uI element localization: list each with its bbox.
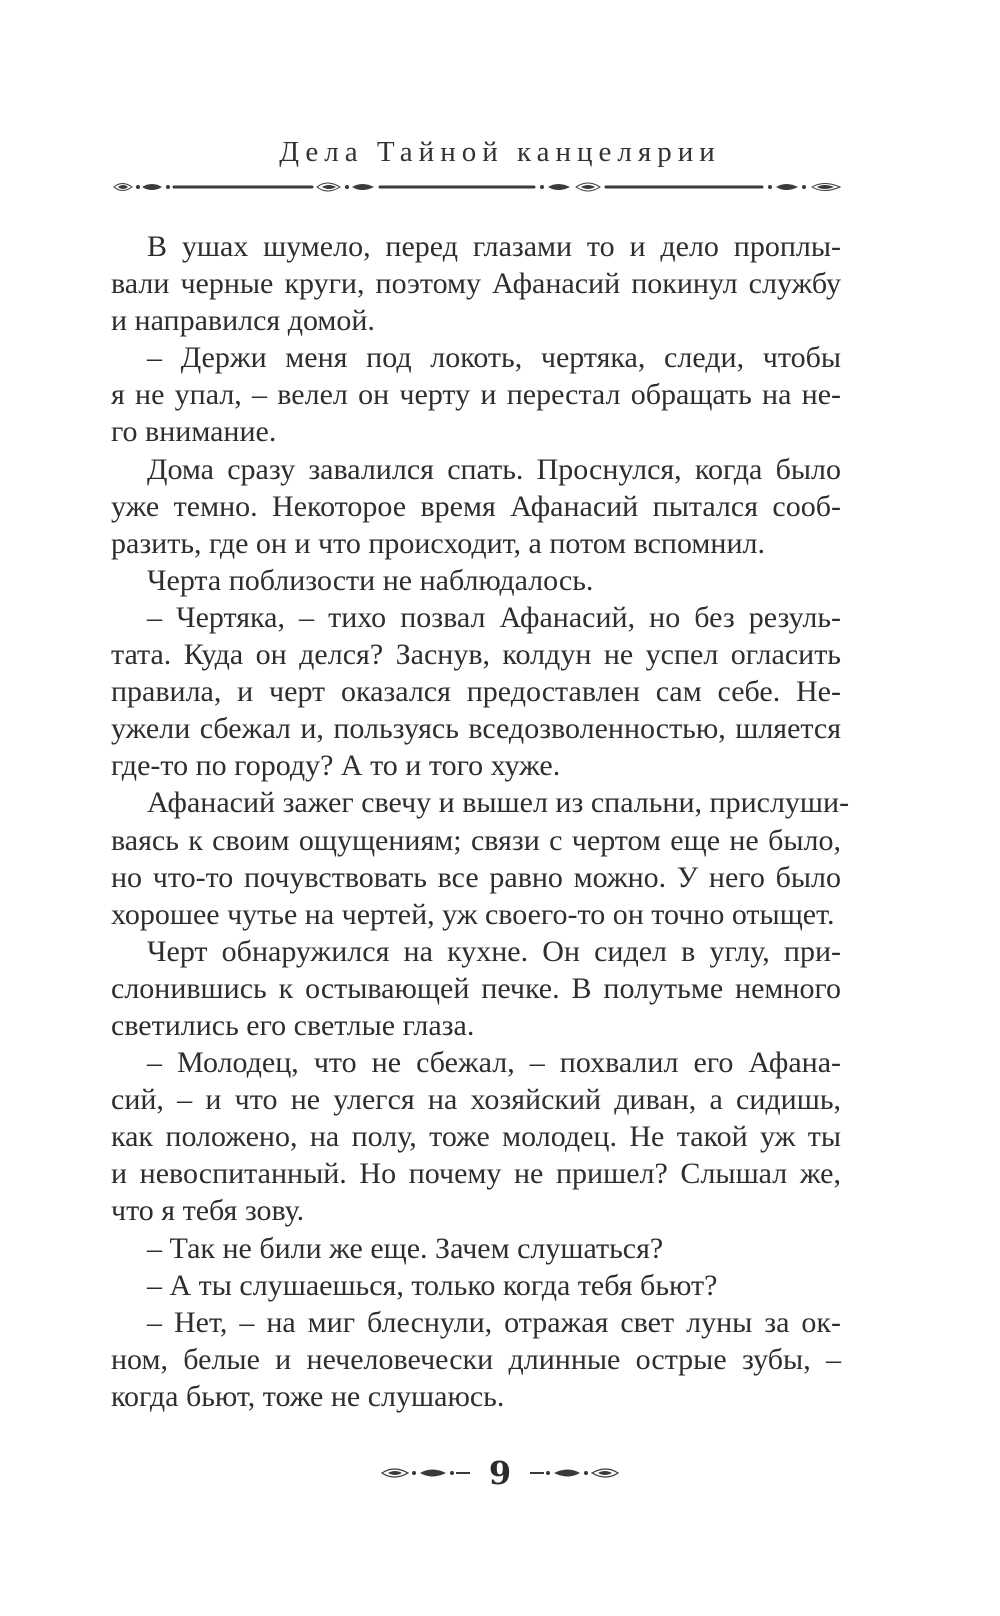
paragraph — [111, 1304, 841, 1415]
running-head: Дела Тайной канцелярии — [279, 136, 721, 168]
text-line: Афанасий зажег свечу и вышел из спальни, прислуши- — [147, 786, 850, 820]
folio-ornament-right-icon — [528, 1464, 620, 1482]
paragraph — [111, 1044, 841, 1229]
text-line: я не упал, – велел он черту и перестал обращать на не- — [111, 378, 841, 412]
text-line: – А ты слушаешься, только когда тебя бьют? — [147, 1268, 718, 1302]
text-line: – Так не били же еще. Зачем слушаться? — [147, 1231, 664, 1265]
paragraph — [111, 228, 841, 339]
text-line: правила, и черт оказался предоставлен сам себе. Не- — [111, 675, 841, 709]
text-line: уже темно. Некоторое время Афанасий пытался сооб- — [111, 489, 841, 523]
text-line: когда бьют, тоже не слушаюсь. — [111, 1379, 505, 1413]
text-line: ном, белые и нечеловечески длинные острые зубы, – — [111, 1342, 841, 1376]
text-line: где-то по городу? А то и того хуже. — [111, 749, 561, 783]
text-line: Черта поблизости не наблюдалось. — [147, 563, 594, 597]
page-number: 9 — [488, 1454, 512, 1492]
text-line: разить, где он и что происходит, а потом вспомнил. — [111, 526, 765, 560]
paragraph — [111, 1230, 841, 1267]
text-line: и направился домой. — [111, 304, 375, 338]
text-line: слонившись к остывающей печке. В полутьме немного — [111, 971, 841, 1005]
text-line: – Держи меня под локоть, чертяка, следи, чтобы — [147, 341, 841, 375]
text-line: как положено, на полу, тоже молодец. Не такой уж ты — [111, 1120, 841, 1154]
paragraph — [111, 339, 841, 450]
text-line: и невоспитанный. Но почему не пришел? Слышал же, — [111, 1157, 841, 1191]
body-text — [111, 228, 850, 1415]
paragraph — [111, 562, 841, 599]
text-line: что я тебя зову. — [111, 1194, 305, 1228]
paragraph — [111, 784, 850, 932]
text-line: но что-то почувствовать все равно можно. У него было — [111, 860, 841, 894]
text-line: Дома сразу завалился спать. Проснулся, когда было — [147, 452, 841, 486]
text-line: В ушах шумело, перед глазами то и дело проплы- — [147, 230, 841, 263]
text-line: – Чертяка, – тихо позвал Афанасий, но без резуль- — [147, 600, 841, 634]
text-line: го внимание. — [111, 415, 277, 449]
text-line: – Нет, – на миг блеснули, отражая свет луны за ок- — [147, 1305, 841, 1339]
text-line: ужели сбежал и, пользуясь вседозволенностью, шляется — [111, 712, 841, 746]
text-line: – Молодец, что не сбежал, – похвалил его Афана- — [147, 1046, 841, 1080]
text-line: тата. Куда он делся? Заснув, колдун не успел огласить — [111, 638, 841, 672]
paragraph — [111, 1267, 841, 1304]
text-line: сий, – и что не улегся на хозяйский диван, а сидишь, — [111, 1083, 841, 1117]
ornament-rule-icon — [112, 175, 842, 199]
text-line: хорошее чутье на чертей, уж своего-то он точно отыщет. — [111, 897, 835, 931]
paragraph — [111, 599, 841, 784]
paragraph — [111, 451, 841, 562]
text-line: вали черные круги, поэтому Афанасий покинул службу — [111, 267, 841, 301]
text-line: Черт обнаружился на кухне. Он сидел в углу, при- — [147, 934, 841, 968]
text-line: светились его светлые глаза. — [111, 1008, 475, 1042]
text-line: ваясь к своим ощущениям; связи с чертом еще не было, — [111, 823, 841, 857]
folio — [0, 1454, 1000, 1494]
paragraph — [111, 933, 841, 1044]
